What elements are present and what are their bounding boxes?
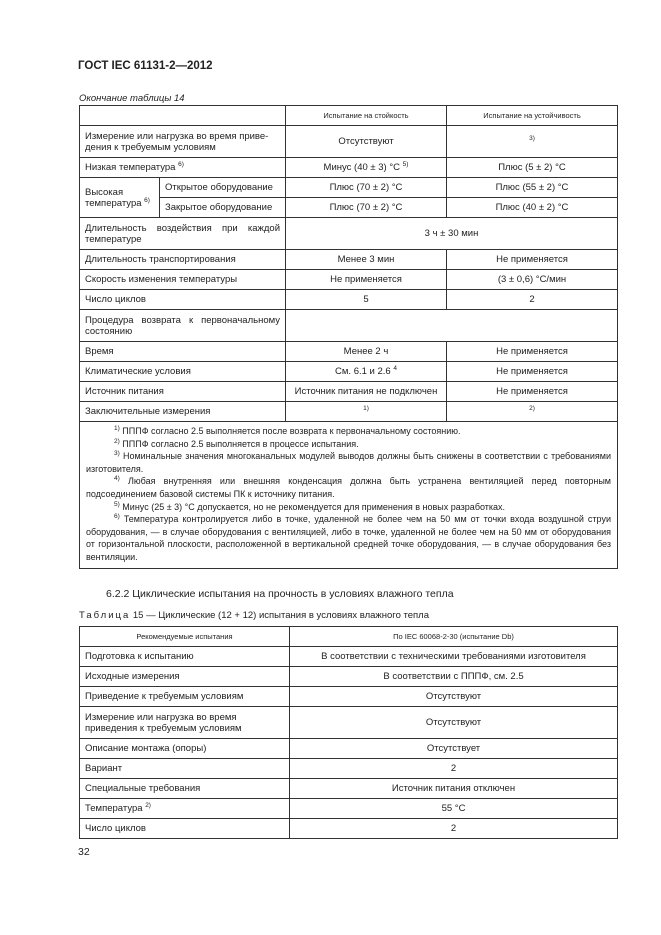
row-label: Число циклов [80,819,290,839]
row-label: Температура $^{2)}$ [80,799,290,819]
cell-value: Не применяется [286,270,447,290]
footnote: $^{6)}$ Температура контролируется либо в точке, удаленной не более чем на 50 мм от точки входа воздушной струи оборудования, — в случае оборудования с вентиляцией, либо в точке, удаленной не более чем на 50 мм от оборудования от горизонтальной плоскости, расположенной в вертикальной средней точке оборудования, — в случае оборудования без вентиляции. [86,513,611,562]
footnote-ref: 5) [402,161,409,168]
cell-value: Отсутствует [290,739,618,759]
cell-value: В соответствии с ПППФ, см. 2.5 [290,667,618,687]
footnote-ref: 4 [393,365,397,372]
row-label: Время [80,342,286,362]
row-label: Высокая температура $^{6)}$ [80,178,160,218]
cell-value: 2 [290,759,618,779]
cell-value: Не применяется [447,250,618,270]
cell-value: Источник питания отключен [290,779,618,799]
row-label: Климатические условия [80,362,286,382]
row-label: Измерение или нагрузка во время приведения к требуемым условиям [80,126,286,158]
table-header-cell-empty [80,106,286,126]
footnote-ref: 2) [529,405,535,412]
row-label: Процедура возврата к первоначальному состоянию [80,310,286,342]
table-header-cell: Рекомендуемые испытания [80,627,290,647]
table-row [80,290,618,310]
table-15-caption: Таблица 15 — Циклические (12 + 12) испытания в условиях влажного тепла [79,610,429,621]
table-row [80,779,618,799]
cell-value: См. 6.1 и 2.6 $^4$ [286,362,447,382]
document-header: ГОСТ IEC 61131-2—2012 [78,60,213,72]
cell-value: 5 [286,290,447,310]
cell-value: Плюс (5 ± 2) °С [447,158,618,178]
table-row [80,178,618,198]
cell-value [447,126,618,158]
table-row [80,759,618,779]
row-label: Низкая температура $^{6)}$ [80,158,286,178]
cell-value: Не применяется [447,362,618,382]
footnote: $^{2)}$ ПППФ согласно 2.5 выполняется в процессе испытания. [114,437,359,449]
footnotes-cell [80,422,618,569]
footnote-ref: 6) [178,161,184,168]
table-row [80,707,618,739]
row-label: Скорость изменения температуры [80,270,286,290]
table-14-caption: Окончание таблицы 14 [79,93,185,104]
footnote-ref: 6) [144,196,150,204]
cell-value: Плюс (55 ± 2) °С [447,178,618,198]
row-label: Заключительные измерения [80,402,286,422]
row-label: Приведение к требуемым условиям [80,687,290,707]
table-row [80,342,618,362]
cell-value: 55 °С [290,799,618,819]
table-row [80,250,618,270]
table-row [80,198,618,218]
footnotes-row [80,422,618,569]
cell-value: В соответствии с техническими требованиями изготовителя [290,647,618,667]
footnote-ref: 1) [363,405,369,412]
table-row [80,739,618,759]
cell-value [286,402,447,422]
table-row [80,819,618,839]
table-row [80,382,618,402]
row-label: Число циклов [80,290,286,310]
cell-value: Плюс (40 ± 2) °С [447,198,618,218]
cell-value: Не применяется [447,342,618,362]
row-label: Длительность воздействия при каждой температуре [80,218,286,250]
cell-value: Источник питания не подключен [286,382,447,402]
table-row [80,362,618,382]
table-header-cell: Испытание на устойчивость [447,106,618,126]
table-14 [79,105,618,569]
table-header-row [80,627,618,647]
section-heading: 6.2.2 Циклические испытания на прочность в условиях влажного тепла [106,588,454,600]
footnote: $^{3)}$ Номинальные значения многоканальных модулей выводов должны быть снижены в соответствии с требованиями изготовителя. [86,450,611,474]
cell-value: Отсутствуют [286,126,447,158]
table-row [80,270,618,290]
footnote: $^{4)}$ Любая внутренняя или внешняя конденсация должна быть устранена вентиляцией перед повторным подсоединением базовой системы ПК к источнику питания. [86,475,611,499]
cell-value: Не применяется [447,382,618,402]
table-row [80,158,618,178]
table-row [80,402,618,422]
row-label: Подготовка к испытанию [80,647,290,667]
table-row [80,647,618,667]
row-sublabel: Закрытое оборудование [160,198,286,218]
cell-value: Плюс (70 ± 2) °С [286,178,447,198]
row-label: Вариант [80,759,290,779]
footnote: $^{5)}$ Минус (25 ± 3) °С допускается, но не рекомендуется для применения в новых разработках. [114,500,506,512]
cell-value: Плюс (70 ± 2) °С [286,198,447,218]
table-row [80,218,618,250]
cell-value: Менее 2 ч [286,342,447,362]
row-label: Исходные измерения [80,667,290,687]
cell-value: 3 ч ± 30 мин [286,218,618,250]
table-row [80,687,618,707]
cell-value: 2 [290,819,618,839]
cell-value: 2 [447,290,618,310]
cell-value [447,402,618,422]
cell-value: Минус (40 ± 3) °С $^{5)}$ [286,158,447,178]
footnote-ref: 3) [529,135,535,142]
table-header-cell: Испытание на стойкость [286,106,447,126]
cell-value: Менее 3 мин [286,250,447,270]
row-sublabel: Открытое оборудование [160,178,286,198]
footnote: $^{1)}$ ПППФ согласно 2.5 выполняется после возврата к первоначальному состоянию. [114,425,461,436]
table-row [80,310,618,342]
row-label: Длительность транспортирования [80,250,286,270]
row-label: Источник питания [80,382,286,402]
cell-value: (3 ± 0,6) °С/мин [447,270,618,290]
cell-value [286,310,618,342]
table-row [80,126,618,158]
table-15 [79,626,618,839]
row-label: Описание монтажа (опоры) [80,739,290,759]
table-header-row [80,106,618,126]
table-header-cell: По IEC 60068-2-30 (испытание Db) [290,627,618,647]
footnote-ref: 2) [145,802,151,809]
row-label: Измерение или нагрузка во время приведения к требуемым условиям [80,707,290,739]
page-number: 32 [78,846,90,858]
cell-value: Отсутствуют [290,687,618,707]
cell-value: Отсутствуют [290,707,618,739]
row-label: Специальные требования [80,779,290,799]
table-row [80,799,618,819]
table-row [80,667,618,687]
